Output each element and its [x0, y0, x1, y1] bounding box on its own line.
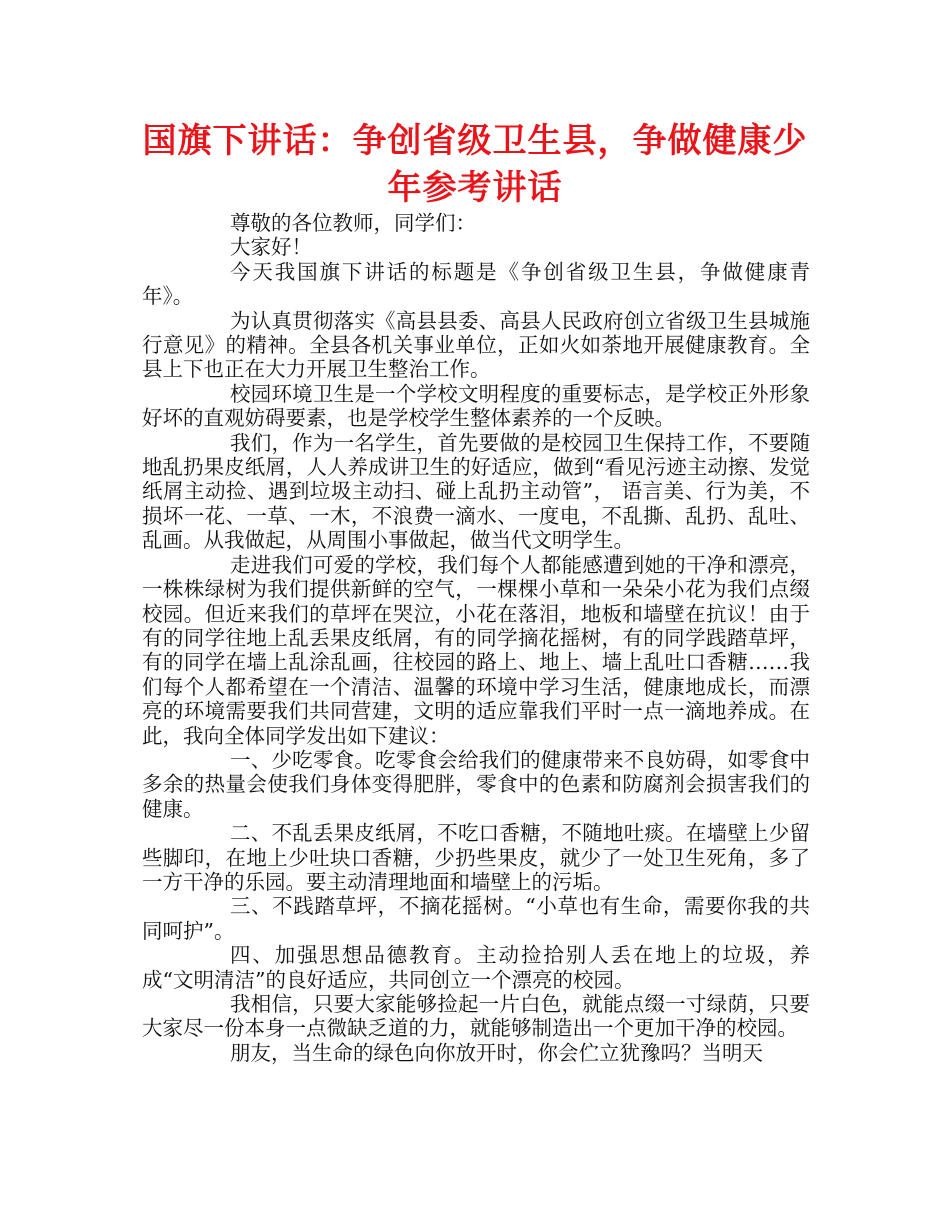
- suggestion-item: 三、不践踏草坪，不摘花摇树。“小草也有生命，需要你我的共同呵护”。: [142, 894, 810, 943]
- paragraph: 校园环境卫生是一个学校文明程度的重要标志，是学校正外形象好坏的直观妨碍要素，也是学校学生整体素养的一个反映。: [142, 381, 810, 431]
- paragraph: 朋友，当生命的绿色向你放开时，你会伫立犹豫吗？当明天: [230, 1040, 763, 1065]
- paragraph: 走进我们可爱的学校，我们每个人都能感遭到她的干净和漂亮，一株株绿树为我们提供新鲜的空气，一棵棵小草和一朵朵小花为我们点缀校园。但近来我们的草坪在哭泣，小花在落泪，地板和墙壁在抗议！由于有的同学往地上乱丢果皮纸屑，有的同学摘花摇树，有的同学践踏草坪，有的同学在墙上乱涂乱画，往校园的路上、地上、墙上乱吐口香糖……我们每个人都希望在一个清洁、温馨的环境中学习生活，健康地成长，而漂亮的环境需要我们共同营建，文明的适应靠我们平时一点一滴地养成。在此，我向全体同学发出如下建议：: [142, 552, 810, 748]
- paragraph: 今天我国旗下讲话的标题是《争创省级卫生县，争做健康青年》。: [142, 259, 810, 309]
- salutation: 尊敬的各位教师，同学们：: [230, 211, 476, 235]
- greeting: 大家好！: [230, 235, 312, 260]
- paragraph: 我们，作为一名学生，首先要做的是校园卫生保持工作，不要随地乱扔果皮纸屑，人人养成讲卫生的好适应，做到“看见污迹主动擦、发觉纸屑主动捡、遇到垃圾主动扫、碰上乱扔主动管”， 语言美、行为美，不损坏一花、一草、一木，不浪费一滴水、一度电，不乱撕、乱扔、乱吐、乱画。从我做起，从周围小事做起，做当代文明学生。: [142, 430, 810, 553]
- paragraph: 为认真贯彻落实《高县县委、高县人民政府创立省级卫生县城施行意见》的精神。全县各机关事业单位，正如火如荼地开展健康教育。全县上下也正在大力开展卫生整治工作。: [142, 308, 810, 382]
- document-title: 国旗下讲话：争创省级卫生县，争做健康少年参考讲话: [142, 121, 808, 208]
- suggestion-item: 四、加强思想品德教育。主动捡拾别人丢在地上的垃圾，养成“文明清洁”的良好适应，共同创立一个漂亮的校园。: [142, 943, 810, 992]
- document-body: [142, 211, 810, 1065]
- suggestion-item: 二、不乱丢果皮纸屑，不吃口香糖，不随地吐痰。在墙壁上少留些脚印，在地上少吐块口香糖，少扔些果皮，就少了一处卫生死角，多了一方干净的乐园。要主动清理地面和墙壁上的污垢。: [142, 821, 810, 894]
- paragraph: 我相信，只要大家能够捡起一片白色，就能点缀一寸绿荫，只要大家尽一份本身一点微缺乏道的力，就能够制造出一个更加干净的校园。: [142, 992, 810, 1041]
- suggestion-item: 一、少吃零食。吃零食会给我们的健康带来不良妨碍，如零食中多余的热量会使我们身体变得肥胖，零食中的色素和防腐剂会损害我们的健康。: [142, 747, 810, 821]
